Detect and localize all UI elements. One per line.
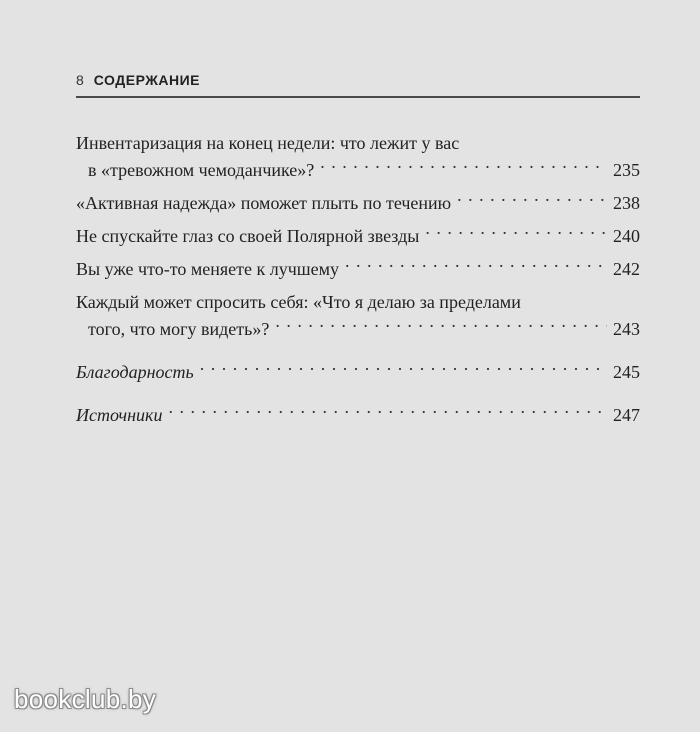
header-page-number: 8 [76, 72, 84, 88]
toc-entry [76, 256, 640, 283]
toc-entry [76, 190, 640, 217]
toc-entry-title: Вы уже что-то меняете к лучшему [76, 259, 340, 279]
dot-leader [425, 224, 607, 242]
dot-leader [275, 317, 607, 335]
dot-leader [457, 191, 607, 209]
dot-leader [345, 257, 607, 275]
toc-entry-title-continued: в «тревожном чемоданчике»? [88, 160, 315, 180]
toc-page-number: 240 [613, 226, 640, 246]
toc-entry [76, 130, 640, 184]
dot-leader [200, 360, 607, 378]
toc-entry-title: Инвентаризация на конец недели: что лежит у вас [76, 133, 460, 153]
toc-page-number: 238 [613, 193, 640, 213]
toc-entry-title: Благодарность [76, 362, 194, 382]
dot-leader [320, 158, 607, 176]
toc-page-number: 245 [613, 362, 640, 382]
toc-page-number: 247 [613, 405, 640, 425]
toc-entry-title: Не спускайте глаз со своей Полярной звезды [76, 226, 420, 246]
toc-entry-title-continued: того, что могу видеть»? [88, 319, 270, 339]
toc-entry [76, 289, 640, 343]
site-watermark: bookclub.by [14, 684, 157, 714]
toc-page-number: 242 [613, 259, 640, 279]
dot-leader [168, 403, 607, 421]
header-title: СОДЕРЖАНИЕ [93, 72, 201, 88]
toc-entry-title: «Активная надежда» поможет плыть по течению [76, 193, 452, 213]
toc-entry-title: Источники [76, 405, 163, 425]
running-header [76, 70, 640, 98]
toc-entry [76, 223, 640, 250]
toc-entry-title: Каждый может спросить себя: «Что я делаю за пределами [76, 292, 521, 312]
toc-page-number: 243 [613, 319, 640, 339]
toc-entry [76, 402, 640, 429]
table-of-contents [76, 130, 640, 429]
toc-page-number: 235 [613, 160, 640, 180]
toc-entry [76, 359, 640, 386]
